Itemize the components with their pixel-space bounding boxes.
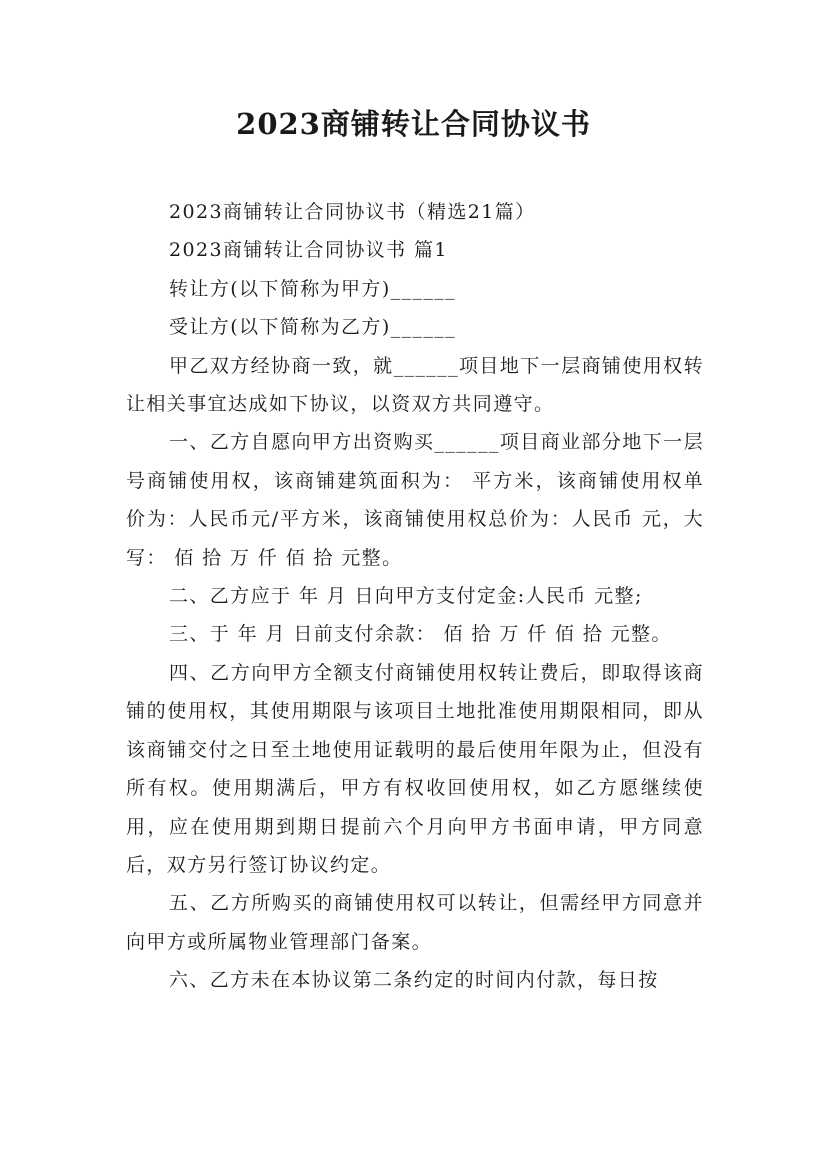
paragraph-clause-5: 五、乙方所购买的商铺使用权可以转让，但需经甲方同意并向甲方或所属物业管理部门备案。 (126, 892, 704, 953)
paragraph-clause-4: 四、乙方向甲方全额支付商铺使用权转让费后，即取得该商铺的使用权，其使用期限与该项目土地批准使用期限相同，即从该商铺交付之日至土地使用证载明的最后使用年限为止，但没有所有权。使用期满后，甲方有权收回使用权，如乙方愿继续使用，应在使用期到期日提前六个月向甲方书面申请，甲方同意后，双方另行签订协议约定。 (126, 661, 704, 876)
paragraph-preamble: 甲乙双方经协商一致，就______项目地下一层商铺使用权转让相关事宜达成如下协议，以资双方共同遵守。 (126, 354, 704, 416)
paragraph-clause-2: 二、乙方应于 年 月 日向甲方支付定金:人民币 元整; (169, 585, 643, 608)
paragraph-clause-6: 六、乙方未在本协议第二条约定的时间内付款，每日按 (169, 969, 659, 992)
document-body (126, 193, 704, 1000)
paragraph-clause-1: 一、乙方自愿向甲方出资购买______项目商业部分地下一层 号商铺使用权，该商铺建筑面积为： 平方米，该商铺使用权单价为：人民币元/平方米，该商铺使用权总价为：人民币 元，大写： 佰 拾 万 仟 佰 拾 元整。 (126, 431, 704, 569)
paragraph-subtitle: 2023商铺转让合同协议书（精选21篇） (169, 201, 536, 223)
paragraph-transferee: 受让方(以下简称为乙方)______ (169, 316, 457, 339)
paragraph-clause-3: 三、于 年 月 日前支付余款： 佰 拾 万 仟 佰 拾 元整。 (169, 623, 672, 646)
document-title: 2023商铺转让合同协议书 (236, 107, 591, 141)
paragraph-article-heading: 2023商铺转让合同协议书 篇1 (169, 239, 448, 262)
paragraph-transferor: 转让方(以下简称为甲方)______ (169, 277, 457, 300)
